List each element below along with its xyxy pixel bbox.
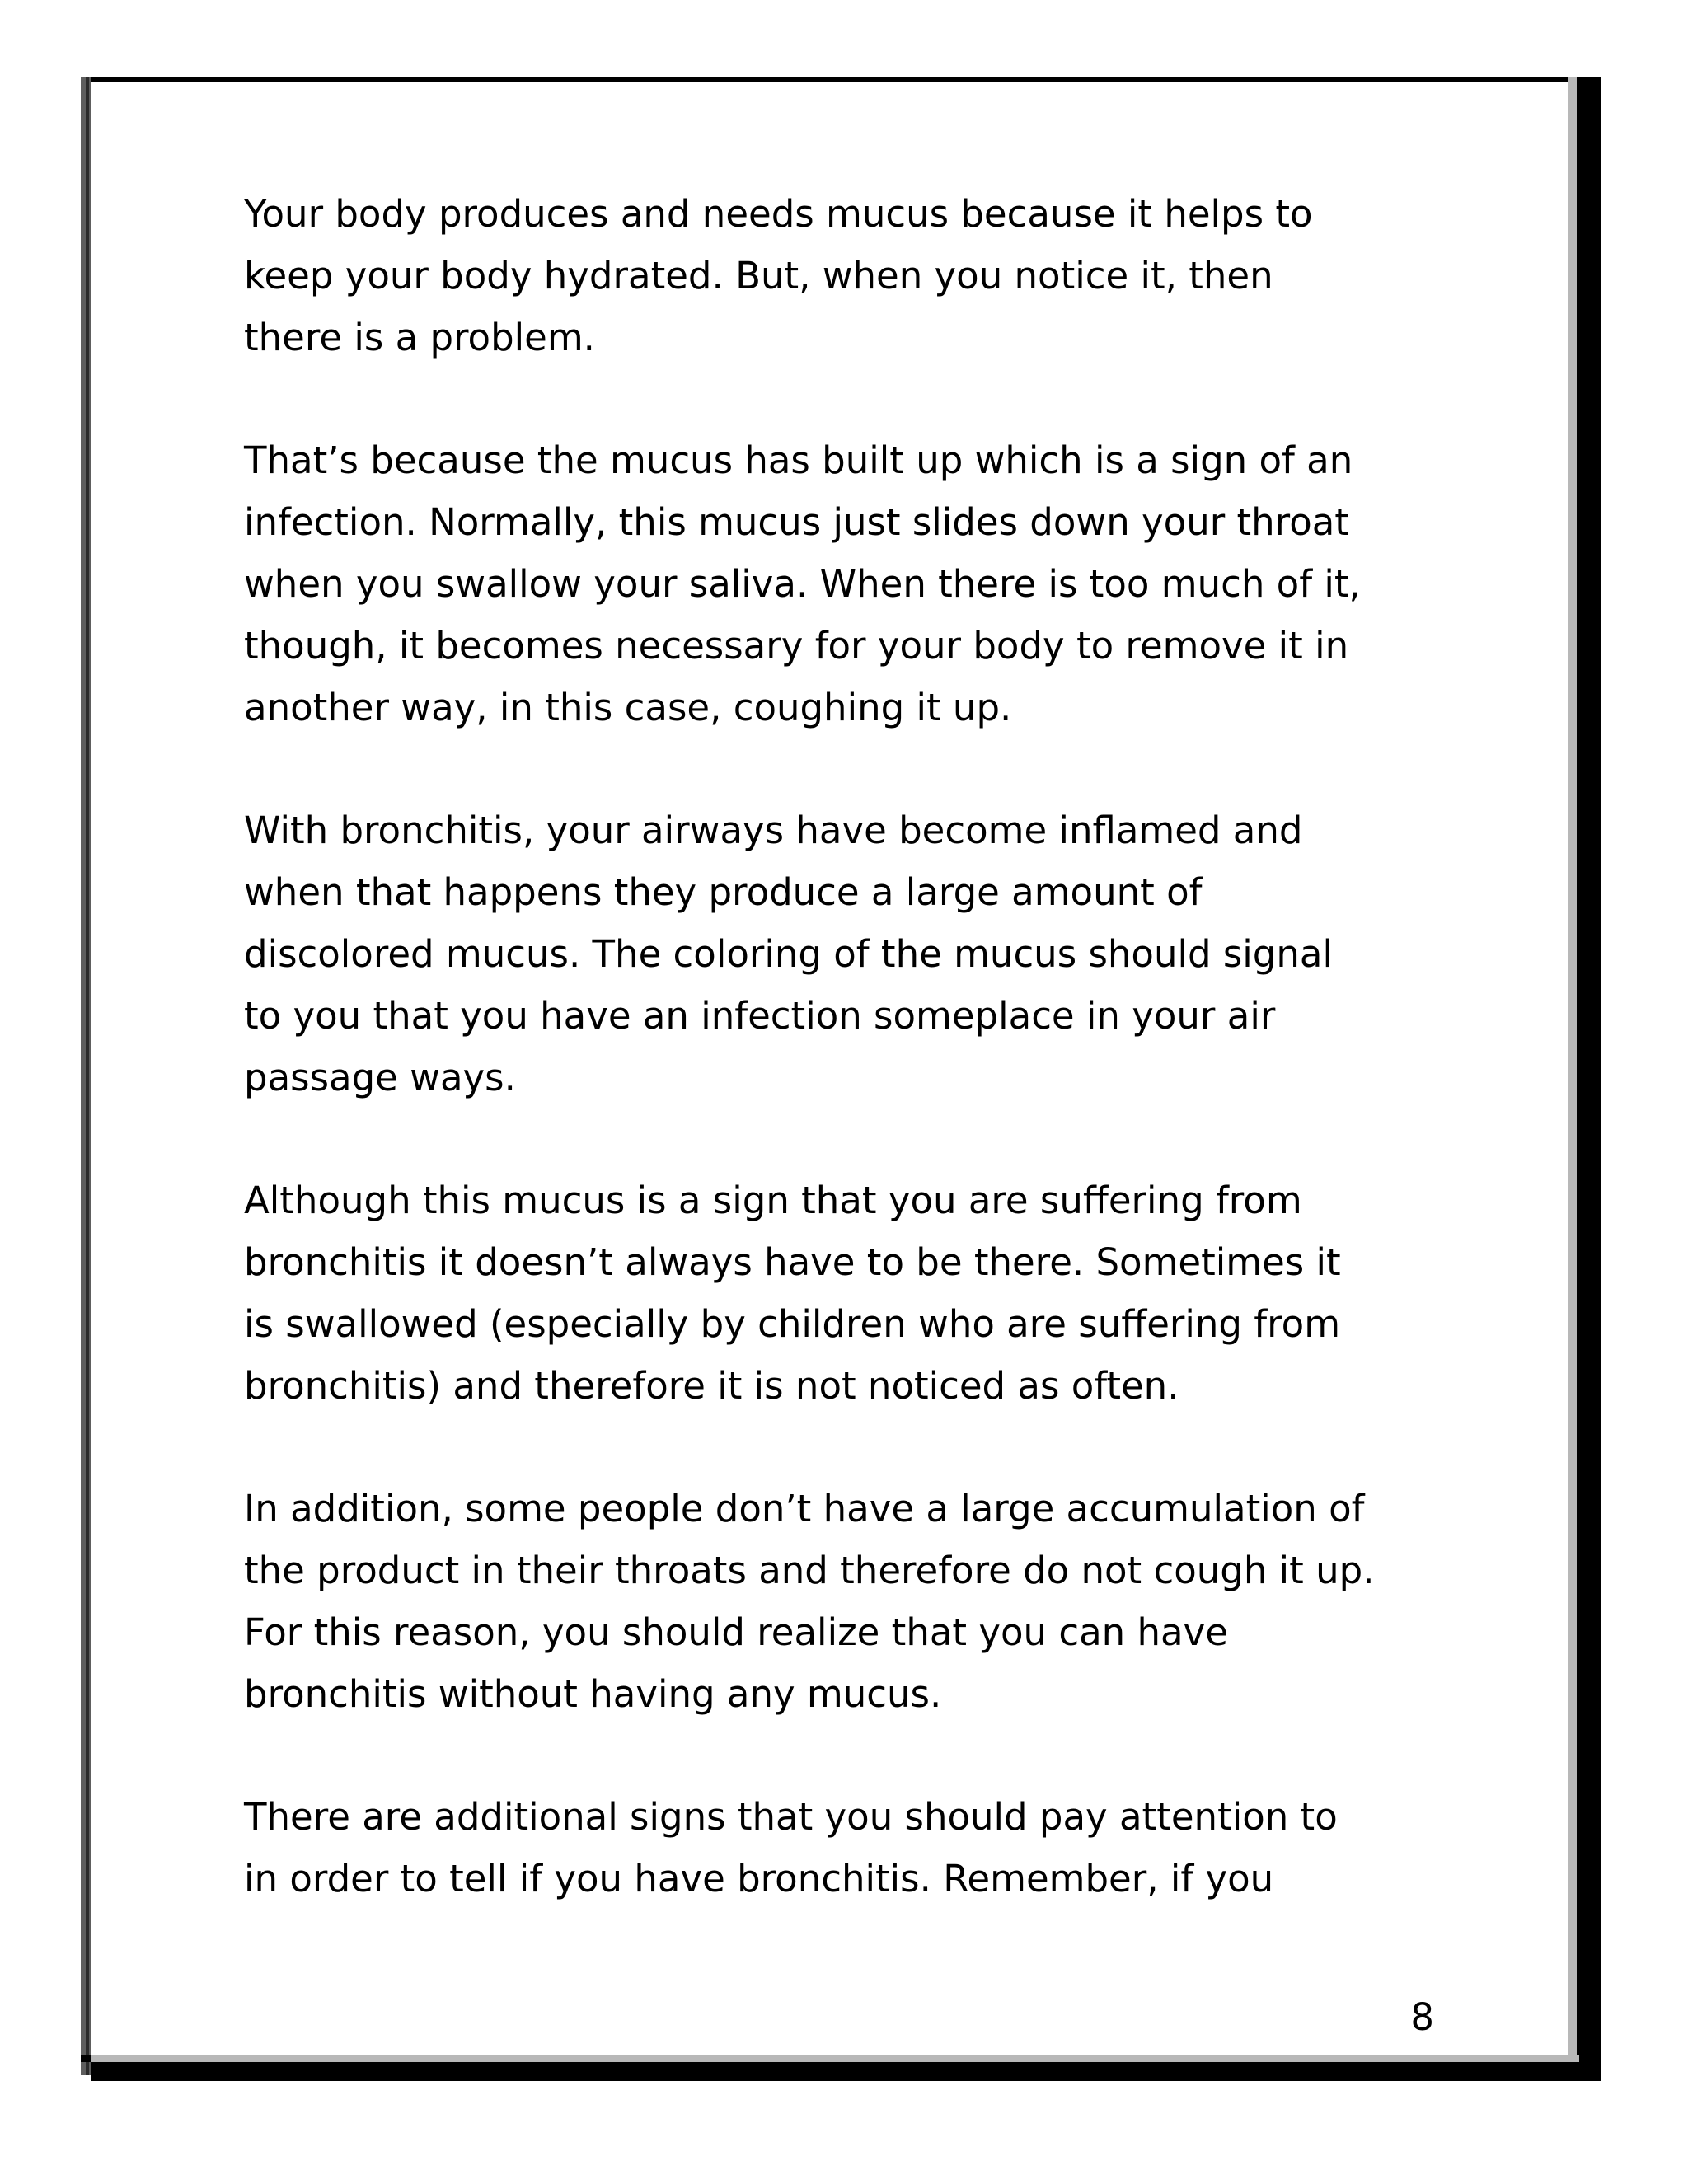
- page-frame-bottom-shadow: [91, 2062, 1601, 2081]
- page-frame-right-shadow: [1577, 77, 1601, 2081]
- paragraph-mucus-buildup: That’s because the mucus has built up which is a sign of an infection. Normally, this mucus just slides down your throat when you swallow your saliva. When there is too much of it, though, it becomes necessary for your body to remove it in another way, in this case, coughing it up.: [244, 438, 1361, 729]
- paragraph-bronchitis-airways: With bronchitis, your airways have become inflamed and when that happens they produce a large amount of discolored mucus. The coloring of the mucus should signal to you that you have an infection someplace in your air passage ways.: [244, 808, 1333, 1099]
- page-frame-corner: [81, 2055, 91, 2062]
- paragraph-swallowed-mucus: Although this mucus is a sign that you are suffering from bronchitis it doesn’t always have to be there. Sometimes it is swallowed (especially by children who are suffering from bronchitis) and therefore it is not noticed as often.: [244, 1179, 1341, 1408]
- paragraph-additional-signs: There are additional signs that you should pay attention to in order to tell if you have bronchitis. Remember, if you: [244, 1795, 1338, 1900]
- paragraph-mucus-hydration: Your body produces and needs mucus because it helps to keep your body hydrated. But, when you notice it, then there is a problem.: [244, 192, 1313, 359]
- page-body: [244, 183, 1480, 1971]
- page-frame-bottom-border: [86, 2055, 1579, 2062]
- page-frame-right-border: [1568, 77, 1577, 2069]
- paragraph-no-mucus: In addition, some people don’t have a large accumulation of the product in their throats and therefore do not cough it up. For this reason, you should realize that you can have bronchitis without having any mucus.: [244, 1487, 1375, 1716]
- page-frame-left-inner-border: [86, 77, 89, 2075]
- page-frame-top-border: [81, 77, 1601, 82]
- page-number: 8: [1410, 1995, 1434, 2039]
